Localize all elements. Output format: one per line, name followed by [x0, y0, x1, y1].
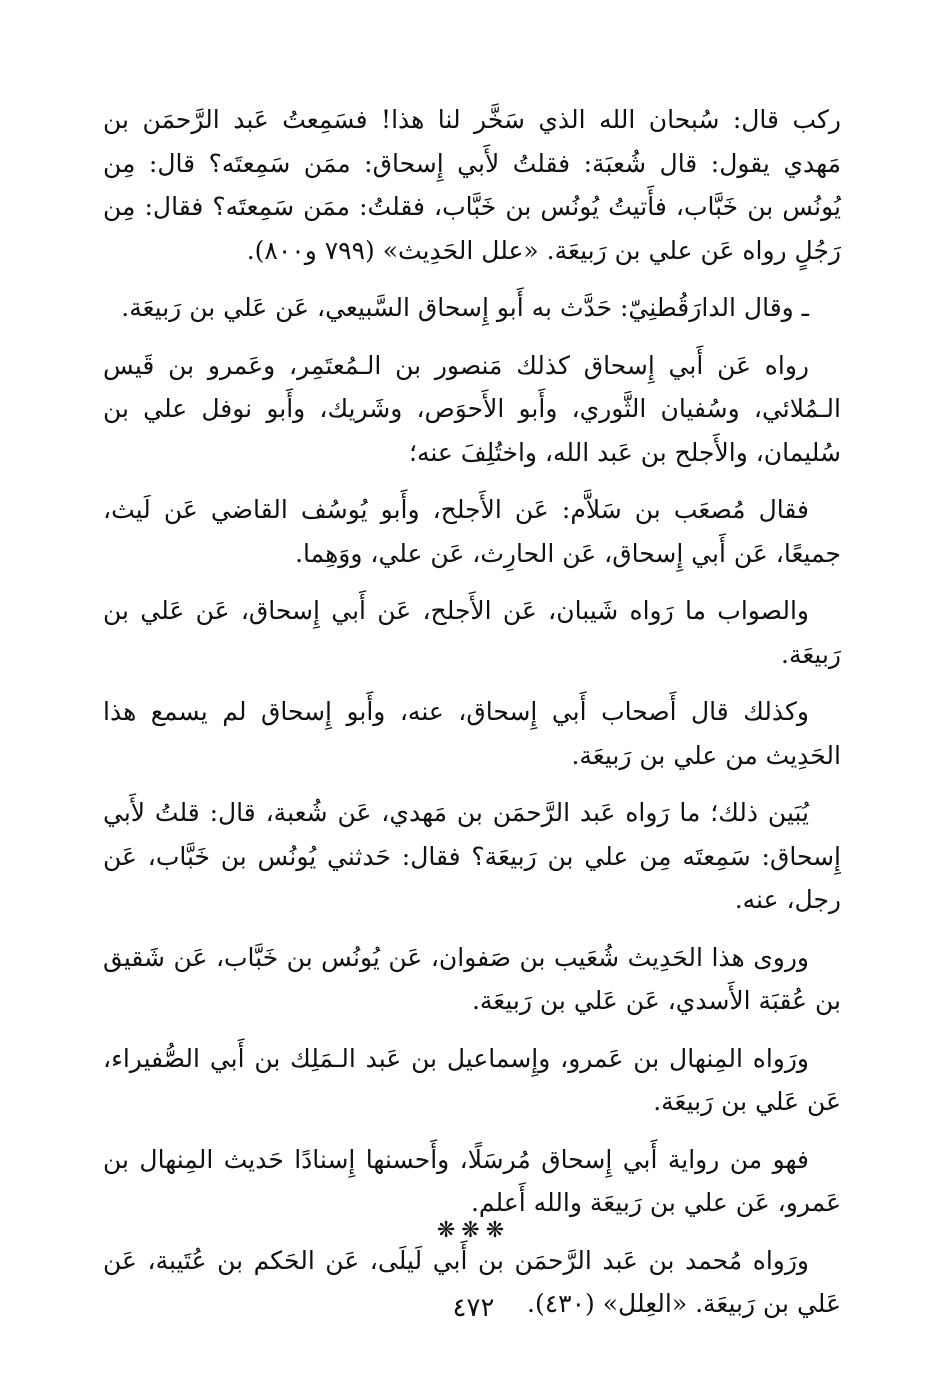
paragraph-9: ورَواه المِنهال بن عَمرو، وإِسماعيل بن عَبد الـمَلِك بن أَبي الصُّفيراء، عَن عَلي بن رَبيعَة. [103, 1043, 841, 1116]
paragraph-6: وكذلك قال أَصحاب أَبي إِسحاق، عنه، وأَبو إِسحاق لم يسمع هذا الحَدِيث من علي بن رَبيعَة. [103, 697, 841, 770]
paragraph-4: فقال مُصعَب بن سَلاَّم: عَن الأَجلح، وأَبو يُوسُف القاضي عَن لَيث، جميعًا، عَن أَبي إِسحاق، عَن الحارِث، عَن علي، ووَهِما. [103, 495, 841, 568]
paragraph-1: ركب قال: سُبحان الله الذي سَخَّر لنا هذا! فسَمِعتُ عَبد الرَّحمَن بن مَهدي يقول: قال شُعبَة: فقلتُ لأَبي إِسحاق: ممَن سَمِعتَه؟ قال: مِن يُونُس بن خَبَّاب، فأَتيتُ يُونُس بن خَبَّاب، فقلتُ: ممَن سَمِعتَه؟ فقال: مِن رَجُلٍ رواه عَن علي بن رَبيعَة. «علل الحَدِيث» (٧٩٩ و٨٠٠). [103, 105, 841, 265]
paragraph-5: والصواب ما رَواه شَيبان، عَن الأَجلح، عَن أَبي إِسحاق، عَن عَلي بن رَبيعَة. [103, 596, 841, 669]
paragraph-7: يُبَين ذلك؛ ما رَواه عَبد الرَّحمَن بن مَهدي، عَن شُعبة، قال: قلتُ لأَبي إِسحاق: سَمِعتَه مِن علي بن رَبيعَة؟ فقال: حَدثني يُونُس بن خَبَّاب، عَن رجل، عنه. [103, 798, 841, 914]
page-body [103, 98, 841, 1340]
section-separator: ❋❋❋ [436, 1218, 511, 1243]
paragraph-3: رواه عَن أَبي إِسحاق كذلك مَنصور بن الـمُعتَمِر، وعَمرو بن قَيس الـمُلائي، وسُفيان الثَّوري، وأَبو الأَحوَص، وشَريك، وأَبو نوفل علي بن سُليمان، والأَجلح بن عَبد الله، واختُلِفَ عنه؛ [103, 350, 841, 467]
paragraph-8: وروى هذا الحَدِيث شُعَيب بن صَفوان، عَن يُونُس بن خَبَّاب، عَن شَقيق بن عُقبَة الأَسدي، عَن عَلي بن رَبيعَة. [103, 942, 841, 1015]
paragraph-2: ـ وقال الدارَقُطنِيّ: حَدَّث به أَبو إِسحاق السَّبيعي، عَن عَلي بن رَبيعَة. [121, 293, 809, 322]
page-number: ٤٧٢ [452, 1293, 495, 1323]
paragraph-11: ورَواه مُحمد بن عَبد الرَّحمَن بن أَبي لَيلَى، عَن الحَكم بن عُتَيبة، عَن عَلي بن رَبيعَة. «العِلل» (٤٣٠). [103, 1245, 841, 1318]
paragraph-10: فهو من رواية أَبي إِسحاق مُرسَلًا، وأَحسنها إِسنادًا حَديث المِنهال بن عَمرو، عَن علي بن رَبيعَة والله أَعلم. [103, 1144, 841, 1217]
